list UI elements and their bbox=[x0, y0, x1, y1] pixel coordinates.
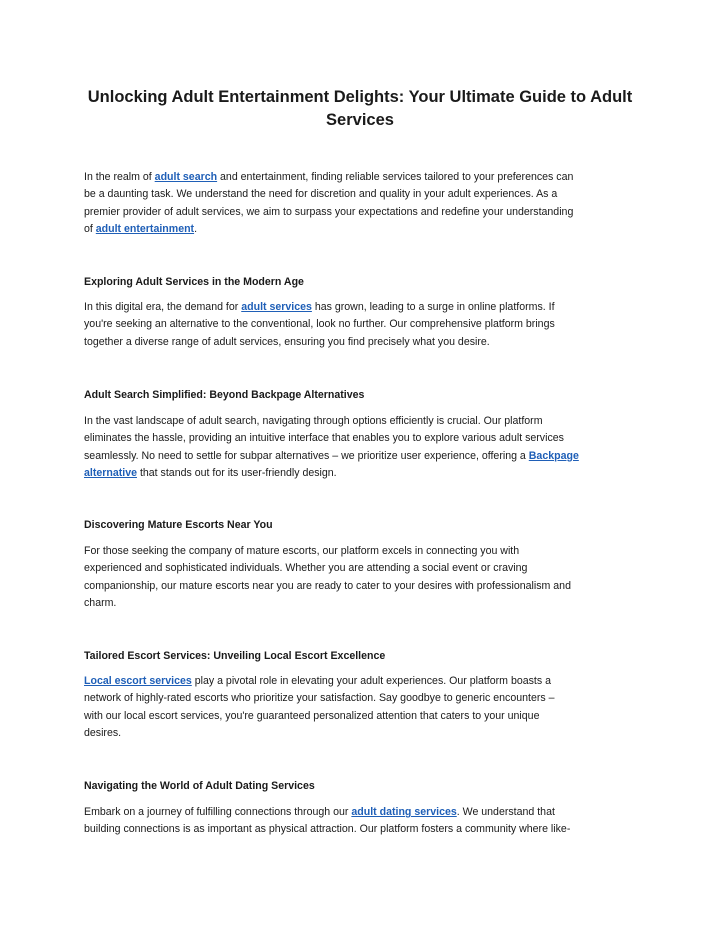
text: Embark on a journey of fulfilling connections through our bbox=[84, 806, 352, 818]
text: you're seeking an alternative to the conventional, look no further. Our comprehensive platform brings bbox=[84, 318, 555, 331]
section-heading-5: Navigating the World of Adult Dating Services bbox=[84, 780, 315, 792]
text: with our local escort services, you're guaranteed personalized attention that caters to your unique bbox=[84, 709, 540, 722]
text: seamlessly. No need to settle for subpar alternatives – we prioritize user experience, offering a bbox=[84, 449, 529, 462]
text: together a diverse range of adult services, ensuring you find precisely what you desire. bbox=[84, 335, 490, 348]
text: experienced and sophisticated individuals. Whether you are attending a social event or craving bbox=[84, 562, 528, 575]
text: be a daunting task. We understand the need for discretion and quality in your adult experiences. As a bbox=[84, 188, 558, 201]
link-backpage-alternative-cont[interactable]: alternative bbox=[84, 467, 137, 480]
title-line-2: Services bbox=[326, 111, 394, 129]
link-adult-entertainment[interactable]: adult entertainment bbox=[95, 223, 195, 236]
section-paragraph-3 bbox=[84, 543, 644, 613]
text: premier provider of adult services, we aim to surpass your expectations and redefine your understanding bbox=[84, 205, 574, 218]
text: of bbox=[84, 223, 96, 236]
document-title bbox=[84, 86, 636, 132]
text: companionship, our mature escorts near you are ready to cater to your desires with professionalism and bbox=[84, 579, 571, 592]
section-paragraph-4 bbox=[84, 673, 644, 743]
link-adult-search[interactable]: adult search bbox=[154, 171, 218, 183]
text: . We understand that bbox=[456, 806, 555, 818]
intro-paragraph bbox=[84, 169, 644, 239]
text: . bbox=[194, 223, 198, 236]
section-paragraph-5 bbox=[84, 804, 644, 839]
link-adult-services[interactable]: adult services bbox=[241, 301, 312, 313]
text: In the realm of bbox=[84, 171, 155, 183]
text: In this digital era, the demand for bbox=[84, 301, 242, 313]
link-adult-dating-services[interactable]: adult dating services bbox=[351, 806, 457, 818]
text: network of highly-rated escorts who prioritize your satisfaction. Say goodbye to generic encounters – bbox=[84, 692, 555, 705]
text: desires. bbox=[84, 727, 122, 740]
link-backpage-alternative[interactable]: Backpage bbox=[528, 449, 579, 462]
section-paragraph-2 bbox=[84, 413, 644, 483]
text: In the vast landscape of adult search, navigating through options efficiently is crucial. Our platform bbox=[84, 415, 543, 427]
text: building connections is as important as physical attraction. Our platform fosters a community where like- bbox=[84, 823, 571, 836]
section-paragraph-1 bbox=[84, 299, 644, 351]
section-heading-3: Discovering Mature Escorts Near You bbox=[84, 519, 273, 531]
text: For those seeking the company of mature escorts, our platform excels in connecting you with bbox=[84, 545, 520, 557]
text: charm. bbox=[84, 597, 117, 610]
text: has grown, leading to a surge in online platforms. If bbox=[311, 301, 555, 313]
text: and entertainment, finding reliable services tailored to your preferences can bbox=[217, 171, 574, 183]
section-heading-1: Exploring Adult Services in the Modern Age bbox=[84, 276, 304, 288]
link-local-escort-services[interactable]: Local escort services bbox=[84, 675, 192, 687]
text: that stands out for its user-friendly design. bbox=[137, 467, 337, 480]
title-line-1: Unlocking Adult Entertainment Delights: Your Ultimate Guide to Adult bbox=[87, 88, 633, 106]
section-heading-4: Tailored Escort Services: Unveiling Local Escort Excellence bbox=[84, 650, 386, 662]
text: play a pivotal role in elevating your adult experiences. Our platform boasts a bbox=[191, 675, 551, 687]
text: eliminates the hassle, providing an intuitive interface that enables you to explore various adult services bbox=[84, 432, 564, 445]
section-heading-2: Adult Search Simplified: Beyond Backpage Alternatives bbox=[84, 389, 365, 401]
